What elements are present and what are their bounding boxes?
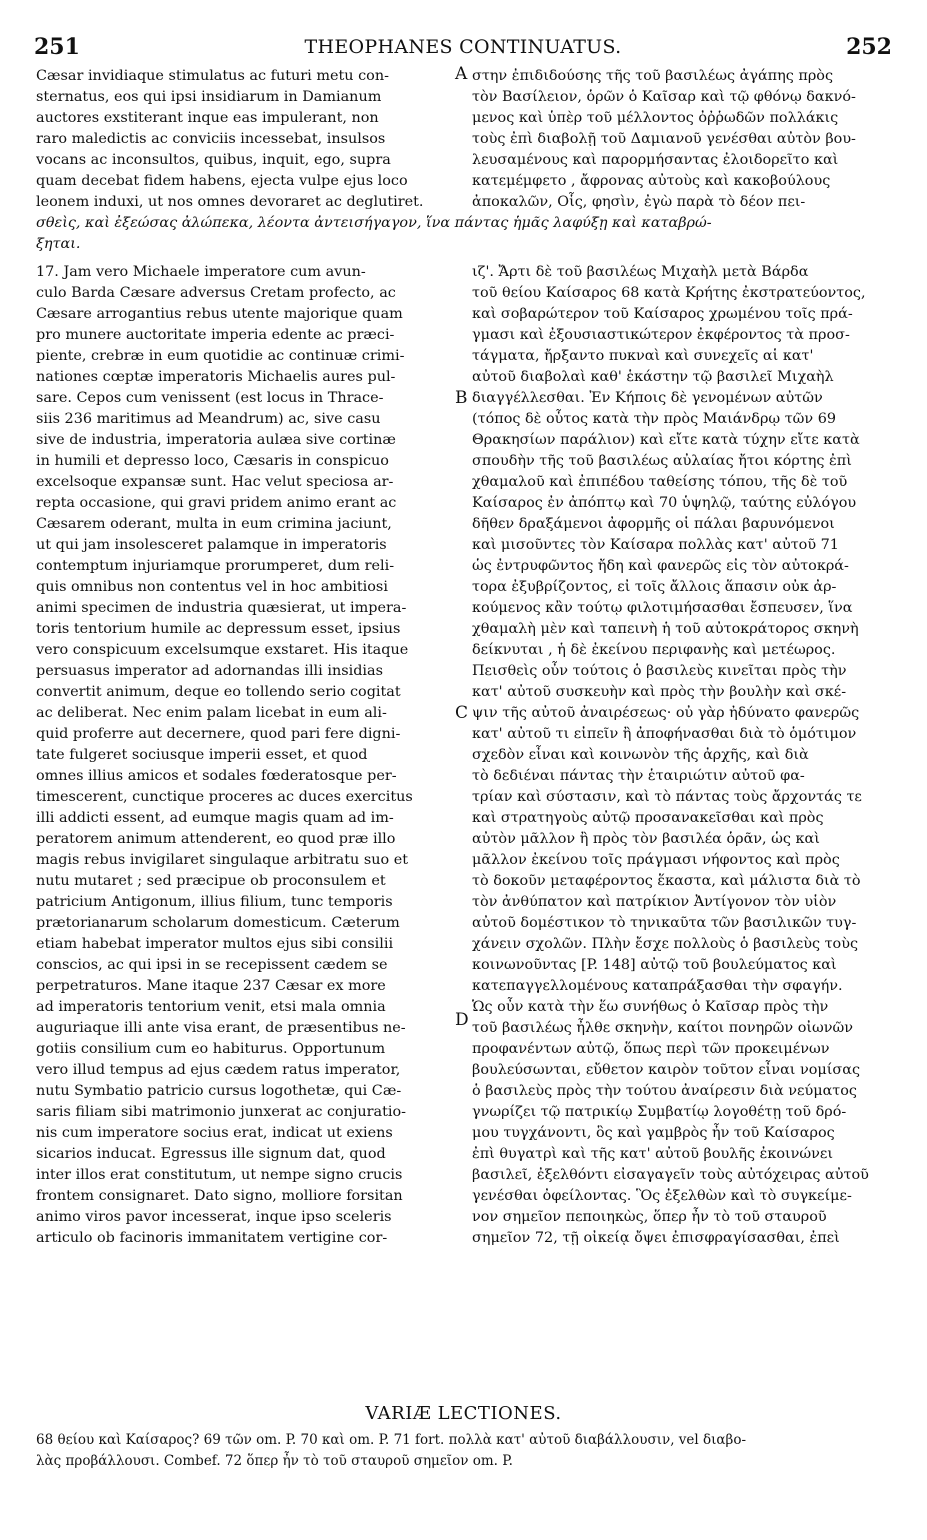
greek-line: τοῦ βασιλέως ἦλθε σκηνὴν, καίτοι πονηρῶν οἰωνῶν: [472, 1020, 854, 1036]
latin-line: convertit animum, deque eo tollendo serio cogitat: [36, 684, 401, 700]
latin-line: peratorem animum attenderent, eo quod præ illo: [36, 831, 396, 847]
right-page-number: 252: [846, 34, 892, 60]
greek-line: στην ἐπιδιδούσης τῆς τοῦ βασιλέως ἀγάπης πρὸς: [472, 68, 834, 84]
greek-line: λευσαμένους καὶ παρορμήσαντας ἐλοιδορεῖτο καὶ: [472, 152, 839, 168]
latin-line: inter illos erat constitutum, ut nempe signo crucis: [36, 1167, 403, 1183]
variae-lectiones-title: VARIÆ LECTIONES.: [365, 1403, 562, 1424]
greek-line: χθαμαλοῦ καὶ ἐπιπέδου ταθείσης τόπου, τῆς δὲ τοῦ: [472, 474, 848, 490]
latin-line: sive de industria, imperatoria aulæa sive cortinæ: [36, 432, 396, 448]
greek-line: αὐτοῦ διαβολαὶ καθ' ἑκάστην τῷ βασιλεῖ Μιχαὴλ: [472, 369, 834, 385]
greek-line: προφανέντων αὐτῷ, ὅπως περὶ τῶν προκειμένων: [472, 1041, 830, 1057]
latin-line: animo viros pavor incesserat, inque ipso sceleris: [36, 1209, 392, 1225]
latin-line: frontem consignaret. Dato signo, molliore forsitan: [36, 1188, 403, 1204]
greek-line: σπουδὴν τῆς τοῦ βασιλέως αὐλαίας ἤτοι κόρτης ἐπὶ: [472, 453, 852, 469]
greek-line: μᾶλλον ἐκείνου τοῖς πράγμασι νήφοντος καὶ πρὸς: [472, 852, 840, 868]
latin-line: timescerent, cunctique proceres ac duces exercitus: [36, 789, 413, 805]
running-title: THEOPHANES CONTINUATUS.: [304, 36, 622, 58]
greek-line: ὡς ἐντρυφῶντος ἤδη καὶ φανερῶς εἰς τὸν αὐτοκρά-: [472, 558, 849, 574]
greek-full-width-line: σθεὶς, καὶ ἐξεώσας ἀλώπεκα, λέοντα ἀντεισήγαγον, ἵνα πάντας ἡμᾶς λαφύξῃ καὶ καταβρώ-: [36, 215, 712, 231]
latin-line: patricium Antigonum, illius filium, tunc temporis: [36, 894, 393, 910]
greek-line: μου τυγχάνοντι, ὃς καὶ γαμβρὸς ἦν τοῦ Καίσαρος: [472, 1125, 835, 1141]
greek-line: δῆθεν δραξάμενοι ἀφορμῆς οἱ πάλαι βαρυνόμενοι: [472, 516, 835, 532]
latin-line: ut qui jam insolesceret palamque in imperatoris: [36, 537, 387, 553]
greek-line: χάνειν σχολῶν. Πλὴν ἔσχε πολλοὺς ὁ βασιλεὺς τοὺς: [472, 936, 859, 952]
greek-line: σχεδὸν εἶναι καὶ κοινωνὸν τῆς ἀρχῆς, καὶ διὰ: [472, 747, 809, 763]
greek-line: κατ' αὐτοῦ τι εἰπεῖν ἢ ἀποφήνασθαι διὰ τὸ ὁμότιμον: [472, 726, 857, 742]
greek-line: ἐπὶ θυγατρὶ καὶ τῆς κατ' αὐτοῦ βουλῆς ἐκοινώνει: [472, 1146, 833, 1162]
latin-line: vocans ac inconsultos, quibus, inquit, ego, supra: [36, 152, 391, 168]
latin-line: 17. Jam vero Michaele imperatore cum avun-: [36, 264, 366, 280]
latin-line: persuasus imperator ad adornandas illi insidias: [36, 663, 383, 679]
greek-line: τὸ δεδιέναι πάντας τὴν ἑταιριώτιν αὐτοῦ φα-: [472, 768, 805, 784]
greek-line: κατεμέμφετο , ἄφρονας αὐτοὺς καὶ κακοβούλους: [472, 173, 831, 189]
latin-line: piente, crebræ in eum quotidie ac continuæ crimi-: [36, 348, 405, 364]
latin-line: quam decebat fidem habens, ejecta vulpe ejus loco: [36, 173, 408, 189]
greek-line: ιζ'. Ἄρτι δὲ τοῦ βασιλέως Μιχαὴλ μετὰ Βάρδα: [472, 264, 809, 280]
latin-line: nutu Symbatio patricio cursus logothetæ, qui Cæ-: [36, 1083, 402, 1099]
latin-line: auctores exstiterant inque eas impulerant, non: [36, 110, 379, 126]
greek-line: βουλεύσωνται, εὔθετον καιρὸν τοῦτον εἶναι νομίσας: [472, 1062, 861, 1078]
latin-line: animi specimen de industria quæsierat, ut impera-: [36, 600, 407, 616]
latin-line: ac deliberat. Nec enim palam licebat in eum ali-: [36, 705, 387, 721]
marker-b: B: [455, 388, 468, 408]
greek-line: ὁ βασιλεὺς πρὸς τὴν τούτου ἀναίρεσιν διὰ νεύματος: [472, 1083, 857, 1099]
greek-column-main: [472, 262, 892, 1249]
latin-line: omnes illius amicos et sodales fœderatosque per-: [36, 768, 397, 784]
greek-line: Θρακησίων παράλιον) καὶ εἴτε κατὰ τύχην εἴτε κατὰ: [472, 432, 860, 448]
marker-a: A: [455, 64, 468, 84]
latin-line: sternatus, eos qui ipsi insidiarum in Damianum: [36, 89, 382, 105]
greek-column-top: [472, 66, 892, 213]
latin-line: etiam habebat imperator multos ejus sibi consilii: [36, 936, 394, 952]
latin-line: magis rebus invigilaret singulaque arbitratu suo et: [36, 852, 409, 868]
greek-line: γμασι καὶ ἐξουσιαστικώτερον ἐκφέροντος τὰ προσ-: [472, 327, 850, 343]
latin-line: conscios, ac qui ipsi in se recepissent cædem se: [36, 957, 388, 973]
latin-line: in humili et depresso loco, Cæsaris in conspicuo: [36, 453, 389, 469]
left-page-number: 251: [34, 34, 80, 60]
latin-line: Cæsarem oderant, multa in eum crimina jaciunt,: [36, 516, 392, 532]
latin-line: pro munere auctoritate imperia edente ac præci-: [36, 327, 395, 343]
latin-column-main: [36, 262, 456, 1249]
greek-line: καὶ στρατηγοὺς αὐτῷ προσανακεῖσθαι καὶ πρὸς: [472, 810, 824, 826]
greek-line: τὸν Βασίλειον, ὁρῶν ὁ Καῖσαρ καὶ τῷ φθόνῳ δακνό-: [472, 89, 856, 105]
latin-line: ad imperatoris tentorium venit, etsi mala omnia: [36, 999, 386, 1015]
greek-line: σημεῖον 72, τῇ οἰκείᾳ ὄψει ἐπισφραγίσασθαι, ἐπεὶ: [472, 1230, 840, 1246]
greek-line: καὶ σοβαρώτερον τοῦ Καίσαρος χρωμένου τοῖς πρά-: [472, 306, 853, 322]
greek-line: διαγγέλλεσθαι. Ἐν Κήποις δὲ γενομένων αὐτῶν: [472, 390, 823, 406]
latin-line: siis 236 maritimus ad Meandrum) ac, sive casu: [36, 411, 381, 427]
latin-line: perpetraturos. Mane itaque 237 Cæsar ex more: [36, 978, 386, 994]
latin-line: Cæsare arrogantius rebus utente majorique quam: [36, 306, 403, 322]
marker-d: D: [455, 1010, 469, 1030]
marker-c: C: [455, 703, 469, 723]
variae-lectiones-notes: [36, 1430, 894, 1472]
greek-line: δείκνυται , ἡ δὲ ἐκείνου περιφανὴς καὶ μετέωρος.: [472, 642, 836, 658]
greek-line: ψιν τῆς αὐτοῦ ἀναιρέσεως· οὐ γὰρ ἠδύνατο φανερῶς: [472, 705, 860, 721]
latin-line: nutu mutaret ; sed præcipue ob proconsulem et: [36, 873, 386, 889]
greek-line: καὶ μισοῦντες τὸν Καίσαρα πολλὰς κατ' αὐτοῦ 71: [472, 537, 839, 553]
latin-line: culo Barda Cæsare adversus Cretam profecto, ac: [36, 285, 396, 301]
latin-line: contemptum injuriamque prorumperet, dum reli-: [36, 558, 395, 574]
latin-line: vero illud tempus ad ejus cædem ratus imperator,: [36, 1062, 401, 1078]
latin-line: quid proferre aut decernere, quod pari fere digni-: [36, 726, 401, 742]
latin-line: sicarios inducat. Egressus ille signum dat, quod: [36, 1146, 386, 1162]
latin-line: excelsoque expansæ sunt. Hac velut speciosa ar-: [36, 474, 394, 490]
greek-line: νον σημεῖον πεποιηκὼς, ὅπερ ἦν τὸ τοῦ σταυροῦ: [472, 1209, 827, 1225]
latin-line: sare. Cepos cum venissent (est locus in Thrace-: [36, 390, 384, 406]
greek-line: αὐτοῦ δομέστικον τὸ τηνικαῦτα τῶν βασιλικῶν τυγ-: [472, 915, 857, 931]
greek-line: γνωρίζει τῷ πατρικίῳ Συμβατίῳ λογοθέτῃ τοῦ δρό-: [472, 1104, 847, 1120]
latin-line: vero conspicuum excelsumque exstaret. His itaque: [36, 642, 409, 658]
latin-line: prætorianarum scholarum domesticum. Cæterum: [36, 915, 400, 931]
latin-line: quis omnibus non contentus vel in hoc ambitiosi: [36, 579, 388, 595]
greek-line: Καίσαρος ἐν ἀπόπτῳ καὶ 70 ὑψηλῷ, ταύτης εὐλόγου: [472, 495, 857, 511]
latin-column-top: [36, 66, 456, 213]
latin-line: raro maledictis ac conviciis incessebat, insulsos: [36, 131, 386, 147]
latin-line: Cæsar invidiaque stimulatus ac futuri metu con-: [36, 68, 389, 84]
latin-line: saris filiam sibi matrimonio junxerat ac conjuratio-: [36, 1104, 407, 1120]
greek-line: τὸν ἀνθύπατον καὶ πατρίκιον Ἀντίγονον τὸν υἱὸν: [472, 894, 837, 910]
page-header: [34, 34, 892, 62]
greek-line: τορα ἐξυβρίζοντος, εἰ τοῖς ἄλλοις ἅπασιν οὐκ ἀρ-: [472, 579, 837, 595]
greek-line: χθαμαλὴ μὲν καὶ ταπεινὴ ἡ τοῦ αὐτοκράτορος σκηνὴ: [472, 621, 859, 637]
greek-line: βασιλεῖ, ἐξελθόντι εἰσαγαγεῖν τοὺς αὐτόχειρας αὐτοῦ: [472, 1167, 869, 1183]
greek-line: ἀποκαλῶν, Οἷς, φησὶν, ἐγὼ παρὰ τὸ δέον πει-: [472, 194, 806, 210]
latin-line: illi addicti essent, ad eumque magis quam ad im-: [36, 810, 394, 826]
latin-line: gotiis consilium cum eo habiturus. Opportunum: [36, 1041, 386, 1057]
greek-line: κοινωνοῦντας [P. 148] αὐτῷ τοῦ βουλεύματος καὶ: [472, 957, 837, 973]
greek-line: Πεισθεὶς οὖν τούτοις ὁ βασιλεὺς κινεῖται πρὸς τὴν: [472, 663, 847, 679]
latin-line: repta occasione, qui gravi pridem animo erant ac: [36, 495, 397, 511]
greek-line: τὸ δοκοῦν μεταφέροντος ἕκαστα, καὶ μάλιστα διὰ τὸ: [472, 873, 861, 889]
greek-line: κούμενος κἂν τούτῳ φιλοτιμήσασθαι ἔσπευσεν, ἵνα: [472, 600, 853, 616]
greek-line: κατεπαγγελλομένους καταπράξασθαι τὴν σφαγήν.: [472, 978, 843, 994]
greek-line: τάγματα, ἤρξαντο πυκναὶ καὶ συνεχεῖς αἱ κατ': [472, 348, 814, 364]
greek-line: κατ' αὐτοῦ συσκευὴν καὶ πρὸς τὴν βουλὴν καὶ σκέ-: [472, 684, 847, 700]
latin-line: nis cum imperatore socius erat, indicat ut exiens: [36, 1125, 393, 1141]
greek-line: αὐτὸν μᾶλλον ἢ πρὸς τὸν βασιλέα ὁρᾶν, ὡς καὶ: [472, 831, 820, 847]
variant-reading-line: 68 θείου καὶ Καίσαρος? 69 τῶν om. P. 70 καὶ om. P. 71 fort. πολλὰ κατ' αὐτοῦ διαβάλλουσιν, vel διαβο-: [36, 1432, 747, 1448]
greek-line: (τόπος δὲ οὗτος κατὰ τὴν πρὸς Μαιάνδρῳ τῶν 69: [472, 411, 837, 427]
greek-full-width-line-end: ξηται.: [36, 236, 81, 252]
latin-line: auguriaque illi ante visa erant, de præsentibus ne-: [36, 1020, 406, 1036]
greek-line: Ὡς οὖν κατὰ τὴν ἕω συνήθως ὁ Καῖσαρ πρὸς τὴν: [472, 999, 829, 1015]
greek-line: γενέσθαι ὀφείλοντας. Ὃς ἐξελθὼν καὶ τὸ συγκείμε-: [472, 1188, 852, 1204]
latin-line: leonem induxi, ut nos omnes devoraret ac deglutiret.: [36, 194, 424, 210]
latin-line: nationes cœptæ imperatoris Michaelis aures pul-: [36, 369, 396, 385]
variant-reading-line: λὰς προβάλλουσι. Combef. 72 ὅπερ ἦν τὸ τοῦ σταυροῦ σημεῖον om. P.: [36, 1453, 513, 1469]
greek-line: τοῦ θείου Καίσαρος 68 κατὰ Κρήτης ἐκστρατεύοντος,: [472, 285, 866, 301]
latin-line: tate fulgeret sociusque imperii esset, et quod: [36, 747, 368, 763]
greek-line: τοὺς ἐπὶ διαβολῇ τοῦ Δαμιανοῦ γενέσθαι αὐτὸν βου-: [472, 131, 856, 147]
latin-line: toris tentorium humile ac depressum esset, ipsius: [36, 621, 401, 637]
greek-line: μενος καὶ ὑπὲρ τοῦ μέλλοντος ὀῤῥωδῶν πολλάκις: [472, 110, 839, 126]
latin-line: articulo ob facinoris immanitatem vertigine cor-: [36, 1230, 388, 1246]
greek-line: τρίαν καὶ σύστασιν, καὶ τὸ πάντας τοὺς ἄρχοντάς τε: [472, 789, 862, 805]
